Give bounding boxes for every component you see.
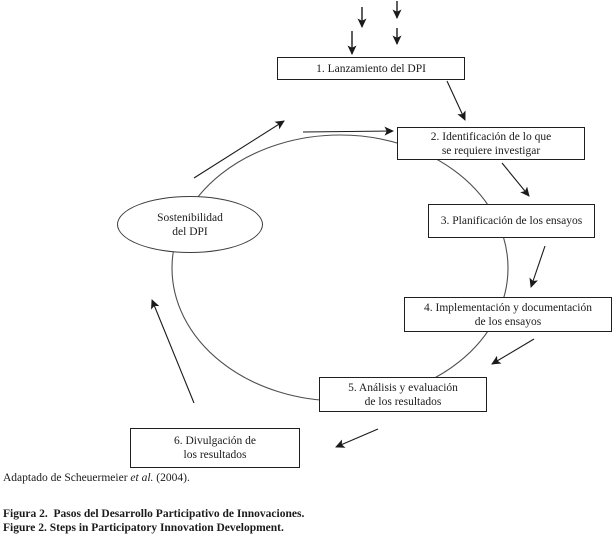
sustainability-label-line1: Sostenibilidad: [157, 211, 223, 224]
sustainability-ellipse: [117, 196, 263, 253]
flow-box-3-planificacion: [428, 204, 595, 238]
source-note-et-al: et al.: [130, 472, 154, 484]
sustainability-label-line2: del DPI: [172, 225, 208, 238]
flow-box-5-label-line2: de los resultados: [364, 395, 442, 408]
flow-box-6-label-line1: 6. Divulgación de: [173, 435, 257, 447]
arrow-box6-to-sustainability: [152, 300, 194, 403]
arrow-box2-to-box3: [502, 163, 529, 196]
figure-caption-es: Figura 2. Pasos del Desarrollo Participativo de Innovaciones.: [3, 508, 305, 520]
flow-box-4-label-line2: de los ensayos: [474, 315, 542, 328]
flow-box-2-label-line2: se requiere investigar: [441, 144, 541, 157]
arrow-into-box2: [303, 131, 393, 132]
flow-box-4-implementacion: [404, 297, 612, 332]
arrow-box5-to-box6: [336, 429, 378, 447]
flow-box-5-analisis: [319, 377, 487, 412]
figure-caption-en: Figure 2. Steps in Participatory Innovation Development.: [3, 522, 284, 534]
arrow-box3-to-box4: [531, 246, 545, 287]
flow-box-6-label-line2: los resultados: [183, 449, 247, 461]
flow-box-3-label: 3. Planificación de los ensayos: [440, 215, 583, 227]
flow-box-4-label-line1: 4. Implementación y documentación: [424, 301, 592, 314]
arrow-sustainability-up: [194, 121, 284, 178]
flow-box-2-label-line1: 2. Identificación de lo que: [430, 130, 552, 143]
source-note-prefix: Adaptado de Scheuermeier: [3, 472, 131, 484]
arrow-box4-to-box5: [492, 339, 534, 364]
flow-box-1-label: 1. Lanzamiento del DPI: [316, 62, 426, 75]
flow-box-1-lanzamiento: [277, 57, 465, 80]
source-note-suffix: (2004).: [153, 472, 190, 484]
cycle-circle: [172, 135, 508, 401]
arrow-box1-to-box2: [447, 81, 465, 120]
flow-box-6-divulgacion: [130, 428, 300, 468]
source-note: [3, 472, 190, 484]
flow-box-2-identificacion: [397, 127, 585, 160]
flow-box-5-label-line1: 5. Análisis y evaluación: [348, 381, 458, 394]
